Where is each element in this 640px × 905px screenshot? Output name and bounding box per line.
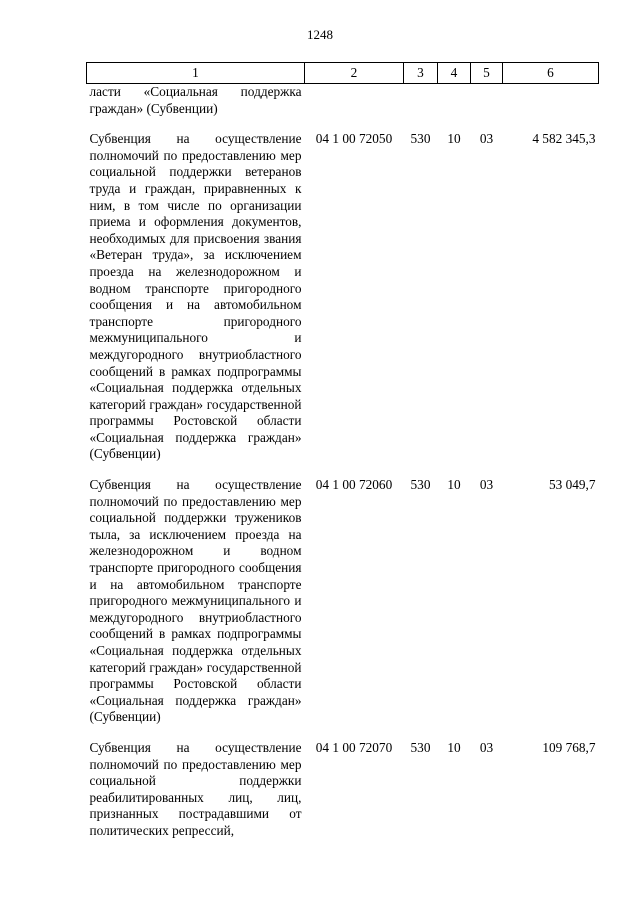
- table-row: [87, 477, 599, 728]
- row-expense-type: 530: [410, 739, 431, 755]
- row-expense-type: 530: [410, 131, 431, 147]
- row-subsection: 03: [479, 739, 494, 755]
- row-amount: 109 768,7: [542, 739, 596, 755]
- budget-table: [86, 62, 599, 842]
- row-section: 10: [447, 739, 461, 755]
- row-target-code: 04 1 00 72060: [315, 477, 393, 493]
- row-amount: 53 049,7: [548, 477, 596, 493]
- row-subsection: 03: [479, 477, 494, 493]
- column-header-4: 4: [438, 63, 471, 84]
- row-target-code: 04 1 00 72050: [315, 131, 393, 147]
- table-row: [87, 740, 599, 842]
- column-header-6: 6: [503, 63, 599, 84]
- row-section: 10: [447, 477, 461, 493]
- row-target-code: 04 1 00 72070: [315, 739, 393, 755]
- column-header-5: 5: [471, 63, 503, 84]
- row-expense-type: 530: [410, 477, 431, 493]
- table-row: [87, 131, 599, 465]
- row-description: Субвенция на осуществление полномочий по предоставлению мер социальной поддержки ветеранов труда и граждан, приравненных к ним, в том числе по организации приема и оформления документов, необходимых для присвоения звания «Ветеран труда», за исключением проезда на железнодорожном и водном транспорте пригородного сообщения и на автомобильном транспорте пригородного межмуниципального и междугородного внутриобластного сообщений в рамках подпрограммы «Социальная поддержка отдельных категорий граждан» государственной программы Ростовской области «Социальная поддержка граждан» (Субвенции): [89, 131, 302, 462]
- column-header-3: 3: [404, 63, 438, 84]
- row-section: 10: [447, 131, 461, 147]
- header-row: [87, 63, 599, 84]
- row-description: Субвенция на осуществление полномочий по предоставлению мер социальной поддержки реабилитированных лиц, лиц, признанных пострадавшими от политических репрессий,: [89, 739, 302, 838]
- row-subsection: 03: [479, 131, 494, 147]
- continuation-row: [87, 84, 599, 120]
- row-amount: 4 582 345,3: [532, 131, 596, 147]
- column-header-2: 2: [305, 63, 404, 84]
- row-description: Субвенция на осуществление полномочий по предоставлению мер социальной поддержки тружеников тыла, за исключением проезда на железнодорожном и водном транспорте пригородного сообщения и на автомобильном транспорте пригородного межмуниципального и междугородного внутриобластного сообщений в рамках подпрограммы «Социальная поддержка отдельных категорий граждан» государственной программы Ростовской области «Социальная поддержка граждан» (Субвенции): [89, 477, 302, 725]
- column-header-1: 1: [87, 63, 305, 84]
- continuation-description: ласти «Социальная поддержка граждан» (Субвенции): [89, 84, 302, 116]
- page-number: 1248: [307, 27, 333, 42]
